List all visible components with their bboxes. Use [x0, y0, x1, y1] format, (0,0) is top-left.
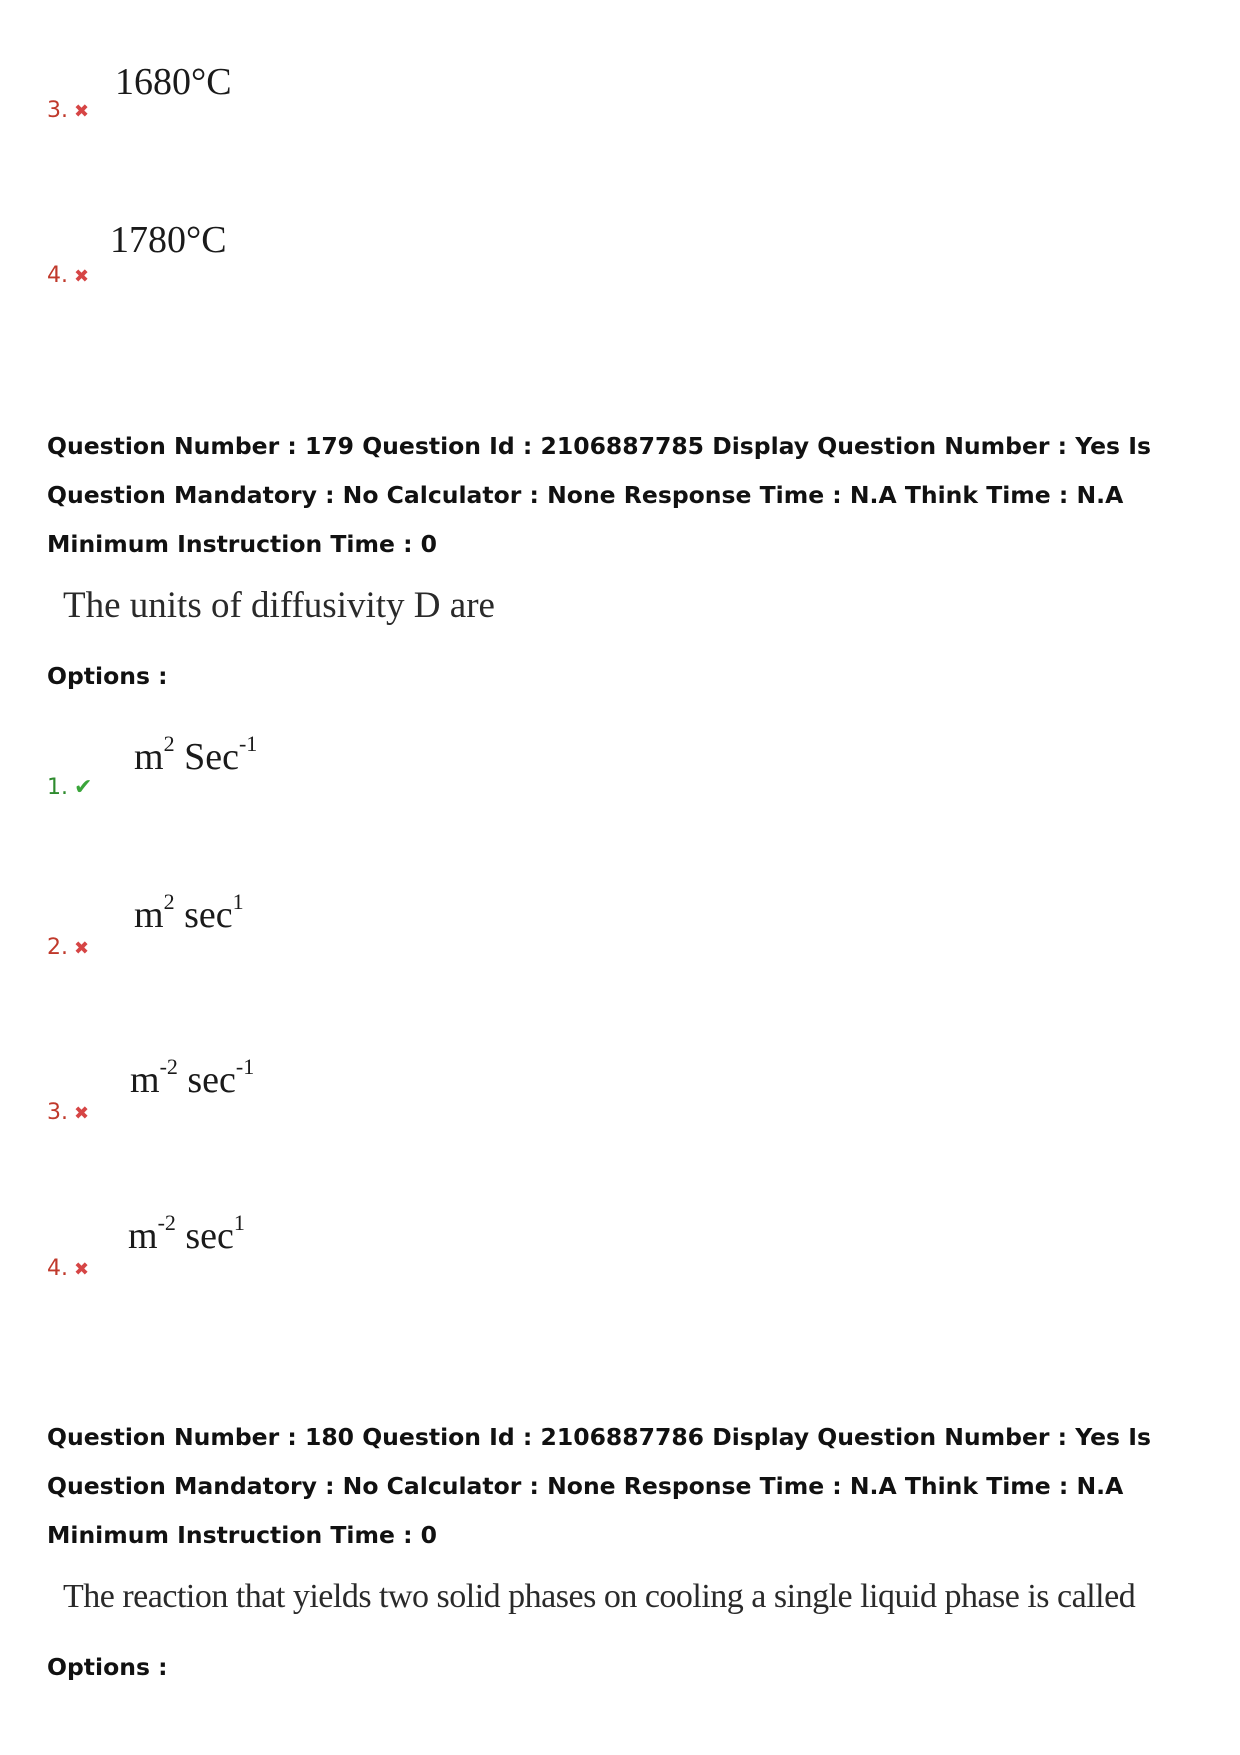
option-text: 1680°C — [115, 61, 232, 103]
option-number: 2. ✖ — [47, 935, 90, 960]
cross-icon: ✖ — [74, 101, 90, 122]
cross-icon: ✖ — [74, 1103, 90, 1124]
option-number: 3. ✖ — [47, 98, 90, 123]
option-number: 4. ✖ — [47, 1256, 90, 1281]
prev-option-4 — [47, 218, 747, 338]
q179-option-2 — [47, 889, 747, 1013]
option-number: 3. ✖ — [47, 1100, 90, 1125]
cross-icon: ✖ — [74, 1259, 90, 1280]
cross-icon: ✖ — [74, 266, 90, 287]
option-text: $m^2$ Sec$^{-1}$ — [134, 731, 258, 778]
option-text: $m^{-2}$ $\sec^1$ — [128, 1210, 245, 1257]
q179-option-4 — [47, 1210, 747, 1334]
option-text: $m^2$ $\sec^1$ — [134, 889, 244, 936]
option-text: $m^{-2}$ $\sec^{-1}$ — [130, 1054, 255, 1101]
check-icon: ✔ — [74, 775, 93, 800]
option-number: 1. ✔ — [47, 775, 93, 800]
question-180-meta: Question Number : 180 Question Id : 2106887786 Display Question Number : Yes Is Question Mandatory : No Calculator : None Response Time : N.A Think Time : N.A Minimum Instruction Time : 0 — [47, 1423, 1151, 1549]
options-label: Options : — [47, 1653, 168, 1681]
q179-option-1 — [47, 731, 747, 855]
prev-option-3 — [47, 60, 747, 180]
question-179-meta: Question Number : 179 Question Id : 2106887785 Display Question Number : Yes Is Question Mandatory : No Calculator : None Response Time : N.A Think Time : N.A Minimum Instruction Time : 0 — [47, 432, 1151, 558]
question-179-text: The units of diffusivity D are — [63, 585, 495, 626]
q179-option-3 — [47, 1054, 747, 1178]
options-label: Options : — [47, 662, 168, 690]
option-number: 4. ✖ — [47, 263, 90, 288]
question-180-text: The reaction that yields two solid phases on cooling a single liquid phase is called — [63, 1578, 1136, 1615]
option-text: 1780°C — [110, 219, 227, 261]
cross-icon: ✖ — [74, 938, 90, 959]
